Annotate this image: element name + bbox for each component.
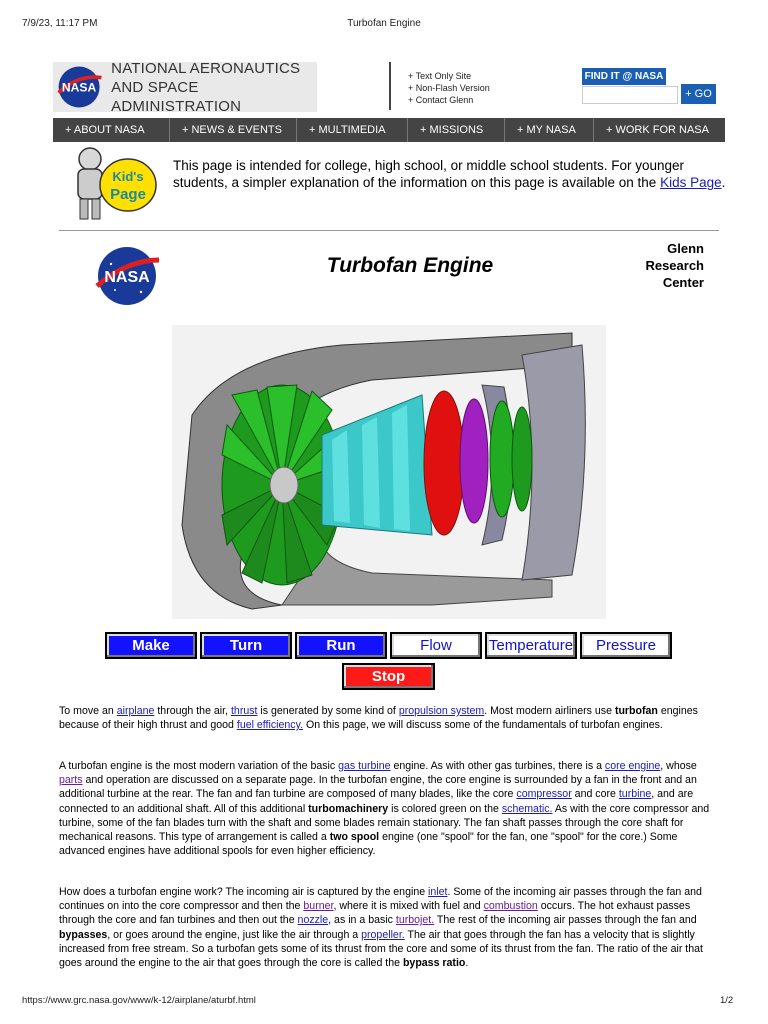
thrust-link[interactable]: thrust (230, 705, 258, 717)
divider (59, 230, 719, 231)
kids-notice (173, 157, 733, 191)
core-engine-link[interactable]: core engine (604, 760, 661, 772)
gas-turbine-link[interactable]: gas turbine (338, 760, 391, 772)
propeller-link[interactable]: propeller. (361, 928, 405, 941)
temperature-button[interactable]: Temperature (485, 632, 577, 659)
print-url: https://www.grc.nasa.gov/www/k-12/airplane/aturbf.html (22, 995, 256, 1006)
print-page-title: Turbofan Engine (347, 18, 421, 29)
run-button[interactable]: Run (295, 632, 387, 659)
nozzle-link[interactable]: nozzle (297, 914, 329, 927)
propulsion-system-link[interactable]: propulsion system (398, 705, 485, 717)
astronaut-icon (66, 145, 162, 223)
agency-name-line2: AND SPACE ADMINISTRATION (111, 78, 242, 115)
kids-badge-line2: Page (110, 186, 146, 203)
compressor-link[interactable]: compressor (516, 788, 572, 801)
center-name-line2: Research (645, 258, 704, 273)
core-turbine (460, 399, 488, 523)
burner-link[interactable]: burner (303, 900, 334, 913)
center-name (600, 240, 704, 291)
center-name-line1: Glenn (667, 241, 704, 256)
print-page-number: 1/2 (720, 995, 734, 1006)
paragraph-core: A turbofan engine is the most modern variation of the basic gas turbine engine. As with other gas turbines, there is a core engine, whose parts and operation are discussed on a separate page. In the turbofan engine, the core engine is surrounded by a fan in the front and an additional turbine at the rear. The fan and fan turbine are composed of many blades, like the core compressor and core turbine, and are connected to an additional shaft. All of this additional turbomachinery is colored green on the schematic. As with the core compressor and turbine, some of the fan blades turn with the shaft and some blades remain stationary. The fan shaft passes through the core shaft for mechanical reasons. This type of arrangement is called a two spool engine (one "spool" for the fan, one "spool" for the core.) Some advanced engines have additional spools for even higher efficiency. (59, 760, 710, 858)
burner (424, 391, 464, 535)
flow-button[interactable]: Flow (390, 632, 482, 659)
nasa-logo-label: NASA (104, 269, 150, 286)
turbojet-link[interactable]: turbojet. (395, 914, 435, 927)
go-button[interactable]: + GO (681, 84, 716, 104)
nasa-logo (93, 244, 163, 308)
agency-name-line1: NATIONAL AERONAUTICS (111, 59, 301, 77)
schematic-link[interactable]: schematic. (501, 802, 553, 815)
kids-badge-line1: Kid's (112, 169, 144, 184)
make-button[interactable]: Make (105, 632, 197, 659)
combustion-link[interactable]: combustion (483, 900, 538, 913)
nav-missions[interactable]: + MISSIONS (408, 118, 505, 142)
paragraph-intro: To move an airplane through the air, thrust is generated by some kind of propulsion system. Most modern airliners use turbofan engines because of their high thrust and good fuel efficiency. On this page, we will discuss some of the fundamentals of turbofan engines. (59, 705, 698, 732)
search-input[interactable] (582, 86, 678, 104)
find-it-label: FIND IT @ NASA (582, 68, 666, 85)
kids-notice-text: This page is intended for college, high school, or middle school students. For younger students, a simpler explanation of the information on this page is available on the (173, 158, 685, 190)
parts-link[interactable]: parts (59, 774, 83, 787)
main-nav (53, 118, 725, 142)
nav-news-events[interactable]: + NEWS & EVENTS (170, 118, 297, 142)
inlet-link[interactable]: inlet (428, 886, 448, 898)
paragraph-how-it-works: How does a turbofan engine work? The incoming air is captured by the engine inlet. Some of the incoming air passes through the fan and continues on into the core compressor and then the burner, where it is mixed with fuel and combustion occurs. The hot exhaust passes through the core and fan turbines and then out the nozzle, as in a basic turbojet. The rest of the incoming air passes through the fan and bypasses, or goes around the engine, just like the air through a propeller. The air that goes through the fan has a velocity that is slightly increased from free stream. So a turbofan gets some of its thrust from the core and some of its thrust from the fan. The ratio of the air that goes around the engine to the air that goes through the core is called the bypass ratio. (59, 886, 703, 970)
turbine-link[interactable]: turbine (618, 788, 652, 801)
contact-glenn-link[interactable]: + Contact Glenn (408, 95, 474, 105)
airplane-link[interactable]: airplane (116, 705, 155, 717)
nasa-meatball-logo-icon (53, 63, 105, 111)
banner-links (408, 70, 490, 106)
non-flash-link[interactable]: + Non-Flash Version (408, 83, 490, 93)
turn-button[interactable]: Turn (200, 632, 292, 659)
page-title: Turbofan Engine (326, 254, 494, 277)
nav-multimedia[interactable]: + MULTIMEDIA (297, 118, 408, 142)
nav-my-nasa[interactable]: + MY NASA (505, 118, 594, 142)
stop-button[interactable]: Stop (342, 663, 435, 690)
turbofan-engine-diagram (172, 325, 606, 619)
nasa-meatball-icon (93, 244, 163, 308)
fan-turbine (490, 401, 514, 517)
nav-work-for-nasa[interactable]: + WORK FOR NASA (606, 124, 709, 136)
nasa-logo-text: NASA (61, 80, 97, 95)
center-name-line3: Center (662, 275, 704, 290)
kids-page-link[interactable]: Kids Page (660, 175, 722, 190)
nav-about-nasa[interactable]: + ABOUT NASA (53, 118, 170, 142)
engine-cutaway-illustration (172, 325, 606, 619)
nasa-banner[interactable] (53, 59, 317, 115)
print-datetime: 7/9/23, 11:17 PM (22, 18, 98, 29)
fuel-efficiency-link[interactable]: fuel efficiency. (236, 719, 304, 732)
banner-divider (389, 62, 391, 110)
text-only-link[interactable]: + Text Only Site (408, 71, 472, 81)
kids-notice-end: . (721, 175, 726, 190)
kids-page-badge[interactable] (66, 145, 162, 223)
pressure-button[interactable]: Pressure (580, 632, 672, 659)
